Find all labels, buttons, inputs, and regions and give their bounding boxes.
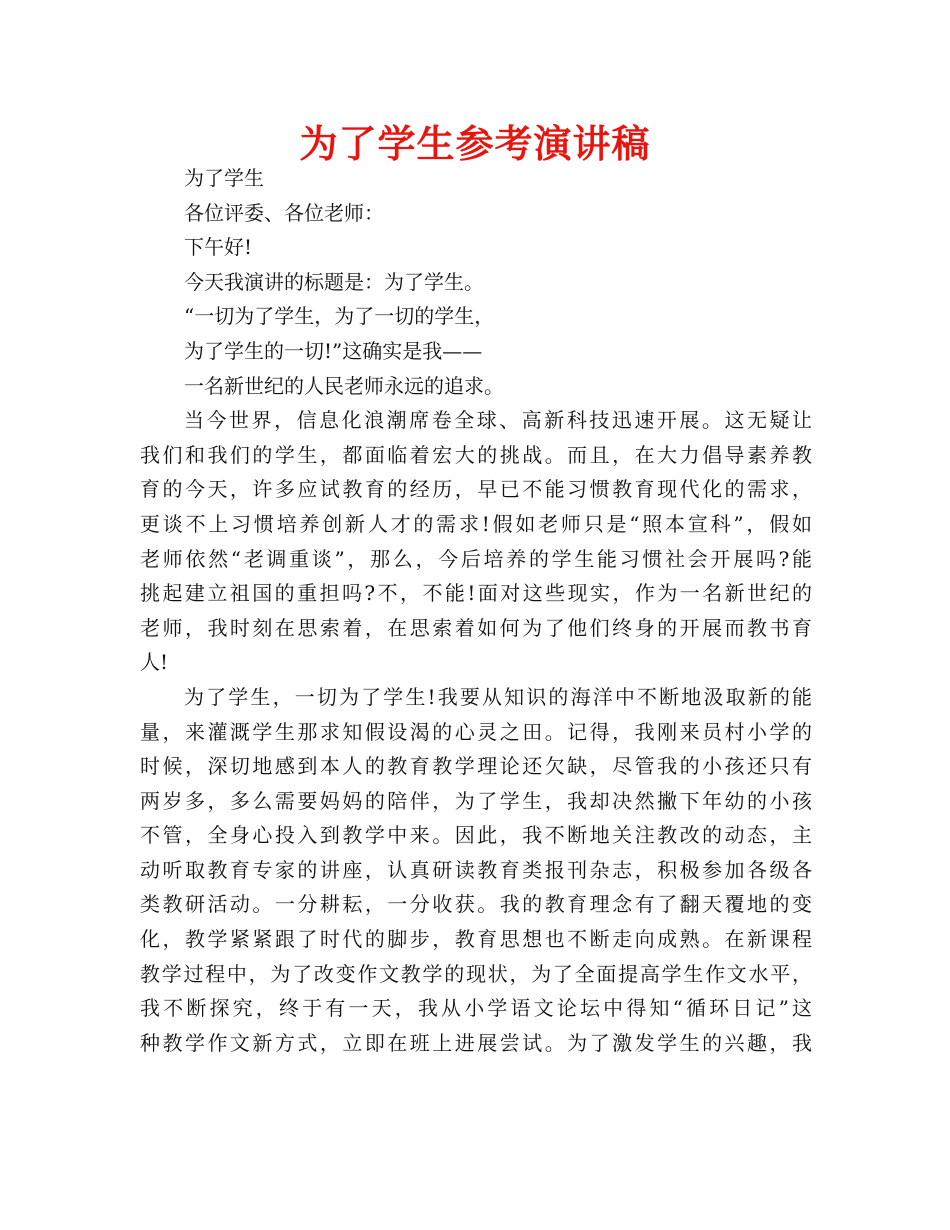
paragraph-2-line-5: 不管，全身心投入到教学中来。因此，我不断地关注教改的动态，主: [140, 823, 812, 848]
quote-line-3: 一名新世纪的人民老师永远的追求。: [184, 373, 504, 398]
paragraph-2-line-7: 类教研活动。一分耕耘，一分收获。我的教育理念有了翻天覆地的变: [140, 892, 812, 917]
document-title: 为了学生参考演讲稿: [299, 122, 651, 166]
quote-line-2: 为了学生的一切!”这确实是我——: [184, 338, 483, 363]
paragraph-2-line-9: 教学过程中，为了改变作文教学的现状，为了全面提高学生作文水平，: [140, 961, 812, 986]
paragraph-2-line-2: 量，来灌溉学生那求知假设渴的心灵之田。记得，我刚来员村小学的: [140, 719, 812, 744]
paragraph-1-line-5: 老师依然“老调重谈”，那么，今后培养的学生能习惯社会开展吗?能: [140, 546, 812, 571]
salutation-line: 各位评委、各位老师：: [184, 200, 384, 225]
speech-heading-line: 为了学生: [184, 166, 264, 190]
paragraph-2-line-10: 我不断探究，终于有一天，我从小学语文论坛中得知“循环日记”这: [140, 996, 812, 1021]
paragraph-2-line-11: 种教学作文新方式，立即在班上进展尝试。为了激发学生的兴趣，我: [140, 1030, 812, 1055]
greeting-line: 下午好!: [184, 235, 253, 260]
document-body: [140, 161, 812, 1060]
paragraph-2-line-3: 时候，深切地感到本人的教育教学理论还欠缺，尽管我的小孩还只有: [140, 754, 812, 779]
paragraph-2-line-4: 两岁多，多么需要妈妈的陪伴，为了学生，我却决然撇下年幼的小孩: [140, 788, 812, 813]
paragraph-1-line-6: 挑起建立祖国的重担吗?不，不能!面对这些现实，作为一名新世纪的: [140, 581, 812, 606]
quote-line-1: “一切为了学生，为了一切的学生，: [184, 304, 495, 329]
topic-line: 今天我演讲的标题是：为了学生。: [184, 269, 484, 294]
paragraph-1-line-4: 更谈不上习惯培养创新人才的需求!假如老师只是“照本宣科”，假如: [140, 511, 812, 536]
paragraph-2-line-6: 动听取教育专家的讲座，认真研读教育类报刊杂志，积极参加各级各: [140, 857, 812, 882]
paragraph-1-line-1: 当今世界，信息化浪潮席卷全球、高新科技迅速开展。这无疑让: [184, 408, 812, 433]
paragraph-1-line-8: 人!: [140, 650, 169, 675]
paragraph-2-line-8: 化，教学紧紧跟了时代的脚步，教育思想也不断走向成熟。在新课程: [140, 927, 812, 952]
paragraph-1-line-7: 老师，我时刻在思索着，在思索着如何为了他们终身的开展而教书育: [140, 615, 812, 640]
paragraph-2-line-1: 为了学生，一切为了学生!我要从知识的海洋中不断地汲取新的能: [184, 684, 812, 709]
paragraph-1-line-3: 育的今天，许多应试教育的经历，早已不能习惯教育现代化的需求，: [140, 477, 812, 502]
paragraph-1-line-2: 我们和我们的学生，都面临着宏大的挑战。而且，在大力倡导素养教: [140, 442, 812, 467]
